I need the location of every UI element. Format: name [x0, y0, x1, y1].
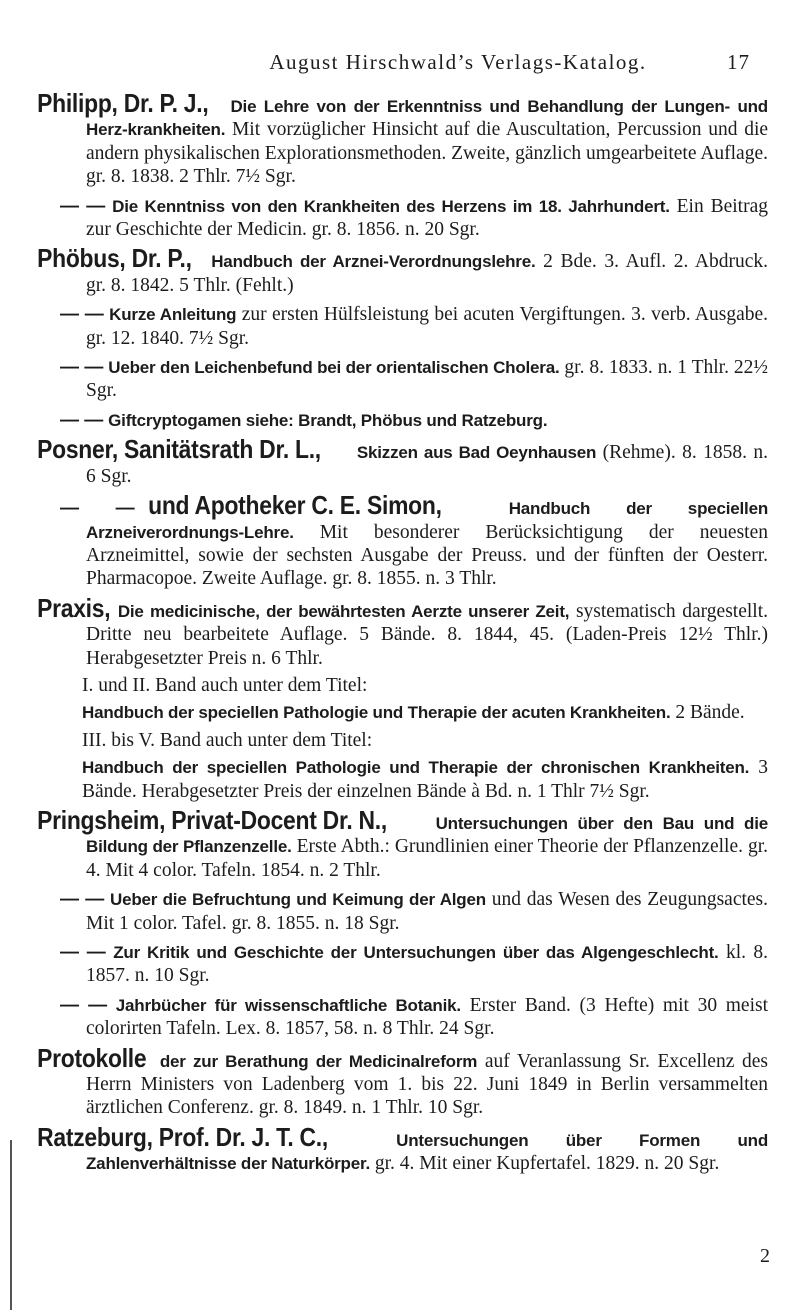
praxis-subentry	[60, 729, 768, 752]
catalog-entry	[60, 888, 768, 935]
repeat-author-dash: — —	[60, 889, 105, 911]
repeat-author-dash: — —	[60, 994, 108, 1016]
entry-title: der zur Berathung der Medicinalreform	[159, 1051, 478, 1071]
entry-title: Kurze Anleitung	[109, 305, 237, 325]
catalog-entry	[60, 303, 768, 350]
subentry-suffix: 3 Bände. Herabgesetzter Preis der einzelnen Bände à Bd. n. 1 Thlr 7½ Sgr.	[82, 757, 769, 802]
subentry-text: Handbuch der speciellen Pathologie und Therapie der acuten Krankheiten.	[82, 703, 671, 723]
entry-title: Die Lehre von der Erkenntniss und Behandlung der Lungen- und Herz-krankheiten.	[86, 97, 768, 140]
catalog-entry	[37, 434, 768, 488]
repeat-author-dash: — —	[60, 942, 106, 963]
entry-details: gr. 8. 1833. n. 1 Thlr. 22½ Sgr.	[86, 357, 769, 402]
catalog-entry	[60, 356, 768, 403]
repeat-author-dash: — —	[60, 409, 104, 431]
running-title: August Hirschwald’s Verlags-Katalog.	[269, 50, 647, 74]
entry-title: Handbuch der Arznei-Verordnungslehre.	[211, 252, 536, 272]
catalog-entry	[60, 941, 768, 988]
page-header	[60, 50, 756, 80]
subentry-text: I. und II. Band auch unter dem Titel:	[82, 674, 368, 696]
entry-details: und das Wesen des Zeugungsactes. Mit 1 color. Tafel. gr. 8. 1855. n. 18 Sgr.	[86, 889, 769, 934]
repeat-author-dash: — —	[60, 304, 104, 326]
catalog-entry	[37, 88, 769, 189]
entry-details: auf Veranlassung Sr. Excellenz des Herrn Ministers von Ladenberg vom 1. bis 22. Juni 1849 in Berlin versammelten ärztlichen Conferenz. gr. 8. 1849. n. 1 Thlr. 10 Sgr.	[86, 1050, 769, 1119]
catalog-entry	[60, 490, 769, 591]
entry-author: Philipp, Dr. P. J.,	[37, 88, 209, 118]
entry-title: Handbuch der speciellen Arzneiverordnungs-Lehre.	[86, 499, 769, 542]
subentry-text: Handbuch der speciellen Pathologie und Therapie der chronischen Krankheiten.	[82, 758, 750, 778]
subentry-suffix: 2 Bände.	[670, 702, 745, 724]
catalog-entry	[37, 243, 769, 297]
catalog-entry	[37, 1042, 769, 1120]
entry-details: systematisch dargestellt. Dritte neu bearbeitete Auflage. 5 Bände. 8. 1844, 45. (Laden-Preis 12½ Thlr.) Herabgesetzter Preis n. 6 Thlr.	[86, 600, 768, 669]
catalog-entry	[37, 1121, 768, 1176]
entry-author: und Apotheker C. E. Simon,	[147, 490, 442, 521]
entry-details: gr. 4. Mit einer Kupfertafel. 1829. n. 20 Sgr.	[374, 1153, 720, 1175]
entry-details: kl. 8. 1857. n. 10 Sgr.	[86, 942, 769, 987]
praxis-subentry	[60, 674, 768, 697]
entry-details: Erste Abth.: Grundlinien einer Theorie der Pflanzenzelle. gr. 4. Mit 4 color. Tafeln. 1854. n. 2 Thlr.	[86, 836, 768, 881]
praxis-subentry	[60, 756, 768, 803]
catalog-entry	[37, 804, 768, 882]
page-edge-line	[10, 1140, 12, 1310]
entry-details: Mit besonderer Berücksichtigung der neuesten Arzneimittel, sowie der sechsten Ausgabe der Preuss. und der fünften der Oesterr. Pharmacopoe. Zweite Auflage. gr. 8. 1855. n. 3 Thlr.	[86, 521, 768, 590]
praxis-subentry	[60, 701, 768, 724]
entry-title: Die Kenntniss von den Krankheiten des Herzens im 18. Jahrhundert.	[112, 196, 670, 216]
entry-author: Praxis,	[37, 592, 111, 623]
entry-author: Phöbus, Dr. P.,	[37, 243, 192, 274]
entry-details: (Rehme). 8. 1858. n. 6 Sgr.	[86, 442, 768, 487]
entry-title: Ueber die Befruchtung und Keimung der Algen	[110, 890, 486, 910]
entry-details: 2 Bde. 3. Aufl. 2. Abdruck. gr. 8. 1842. 5 Thlr. (Fehlt.)	[86, 251, 769, 296]
repeat-author-dash: — —	[60, 498, 135, 520]
entry-details: Mit vorzüglicher Hinsicht auf die Auscultation, Percussion und die andern physikalischen Explorationsmethoden. Zweite, gänzlich umgearbeitete Auflage. gr. 8. 1838. 2 Thlr. 7½ Sgr.	[86, 119, 769, 188]
entry-details: zur ersten Hülfsleistung bei acuten Vergiftungen. 3. verb. Ausgabe. gr. 12. 1840. 7½ Sgr.	[86, 304, 769, 349]
entry-author: Protokolle	[37, 1042, 147, 1073]
entry-title: Untersuchungen über den Bau und die Bildung der Pflanzenzelle.	[86, 813, 768, 857]
entry-title: Zur Kritik und Geschichte der Untersuchungen über das Algengeschlecht.	[113, 943, 719, 962]
entry-author: Ratzeburg, Prof. Dr. J. T. C.,	[37, 1121, 328, 1152]
catalog-entry	[37, 592, 768, 670]
entry-title: Giftcryptogamen siehe: Brandt, Phöbus und Ratzeburg.	[108, 410, 548, 430]
catalog-entry	[60, 409, 768, 432]
catalog-entries	[37, 88, 769, 1176]
entry-title: Ueber den Leichenbefund bei der orientalischen Cholera.	[108, 358, 560, 378]
entry-title: Untersuchungen über Formen und Zahlenverhältnisse der Naturkörper.	[86, 1130, 768, 1174]
entry-title: Skizzen aus Bad Oeynhausen	[356, 443, 597, 463]
subentry-text: III. bis V. Band auch unter dem Titel:	[82, 729, 373, 751]
entry-title: Die medicinische, der bewährtesten Aerzte unserer Zeit,	[117, 601, 570, 621]
signature-mark: 2	[760, 1245, 770, 1267]
entry-details: Erster Band. (3 Hefte) mit 30 meist colorirten Tafeln. Lex. 8. 1857, 58. n. 8 Thlr. 24 Sgr.	[86, 994, 768, 1040]
entry-author: Posner, Sanitätsrath Dr. L.,	[37, 434, 321, 465]
entry-author: Pringsheim, Privat-Docent Dr. N.,	[37, 804, 387, 835]
entry-details: Ein Beitrag zur Geschichte der Medicin. gr. 8. 1856. n. 20 Sgr.	[86, 195, 768, 241]
repeat-author-dash: — —	[60, 195, 106, 217]
catalog-entry	[60, 195, 768, 242]
entry-title: Jahrbücher für wissenschaftliche Botanik.	[115, 995, 461, 1015]
repeat-author-dash: — —	[60, 357, 104, 379]
page-number: 17	[727, 50, 750, 74]
catalog-entry	[60, 994, 768, 1041]
